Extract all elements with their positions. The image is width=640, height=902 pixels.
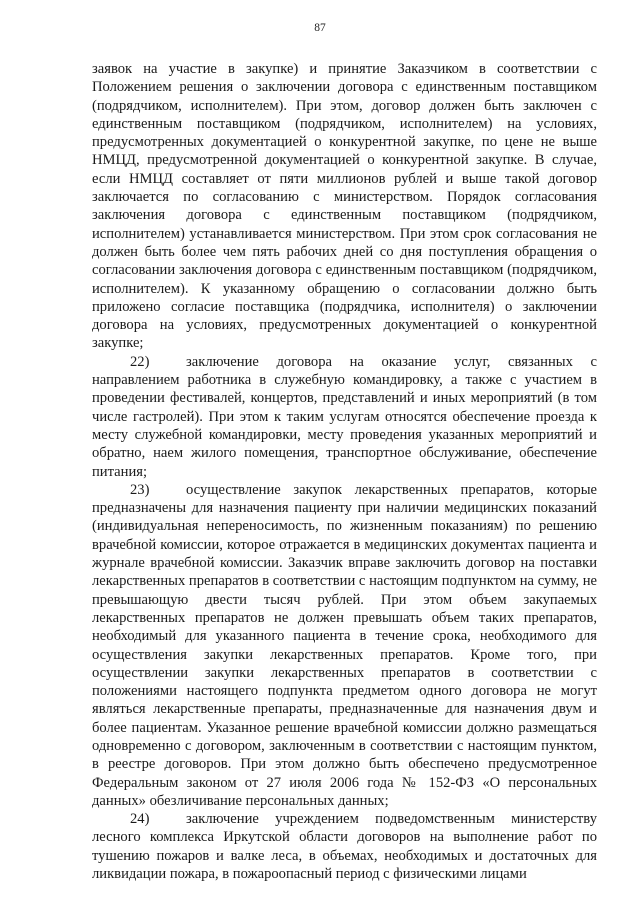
list-item-text: заключение договора на оказание услуг, связанных с направлением работника в служебную командировку, а также с участием в проведении фестивалей, концертов, представлений и иных мероприятий (в том числе гастролей). При этом к таким услугам относятся обеспечение проезда к месту служебной командировки, месту проведения указанных мероприятий и обратно, наем жилого помещения, транспортное обслуживание, обеспечение питания; [92, 353, 597, 480]
list-item-text: заключение учреждением подведомственным министерству лесного комплекса Иркутской области договоров на выполнение работ по тушению пожаров и валке леса, в объемах, необходимых и достаточных для ликвидации пожара, в пожароопасный период с физическими лицами [92, 811, 597, 883]
list-item-23 [92, 481, 597, 810]
list-item-number: 23) [130, 481, 150, 498]
list-item-number: 24) [130, 811, 150, 828]
paragraph-continuation: заявок на участие в закупке) и принятие Заказчиком в соответствии с Положением решения о заключении договора с единственным поставщиком (подрядчиком, исполнителем). При этом, договор должен быть заключен с единственным поставщиком (подрядчиком, исполнителем) на условиях, предусмотренных документацией о конкурентной закупке, по цене не выше НМЦД, предусмотренной документацией о конкурентной закупке. В случае, если НМЦД составляет от пяти миллионов рублей и выше такой договор заключается по согласованию с министерством. Порядок согласования заключения договора с единственным поставщиком (подрядчиком, исполнителем) устанавливается министерством. При этом срок согласования не должен быть более чем пять рабочих дней со дня поступления обращения о согласовании заключения договора с единственным поставщиком (подрядчиком, исполнителем). К указанному обращению о согласовании должно быть приложено согласие поставщика (подрядчика, исполнителя) о заключении договора на условиях, предусмотренных документацией о конкурентной закупке; [92, 61, 597, 352]
page-number: 87 [314, 22, 326, 34]
list-item-text: осуществление закупок лекарственных препаратов, которые предназначены для назначения пациенту при наличии медицинских показаний (индивидуальная непереносимость, по жизненным показаниям) по решению врачебной комиссии, которое отражается в медицинских документах пациента и журнале врачебной комиссии. Заказчик вправе заключить договор на поставки лекарственных препаратов в соответствии с настоящим подпунктом на сумму, не превышающую двести тысяч рублей. При этом объем закупаемых лекарственных препаратов не должен превышать объем таких препаратов, необходимый для указанного пациента в течение срока, необходимого для осуществления закупки лекарственных препаратов. Кроме того, при осуществлении закупки лекарственных препаратов в соответствии с положениями настоящего подпункта предметом одного договора не могут являться лекарственные препараты, предназначенные для назначения двум и более пациентам. Указанное решение врачебной комиссии должно размещаться одновременно с договором, заключенным в соответствии с настоящим пунктом, в реестре договоров. При этом должно быть обеспечено предусмотренное Федеральным законом от 27 июля 2006 года № 152-ФЗ «О персональных данных» обезличивание персональных данных; [92, 481, 597, 809]
document-body [92, 60, 597, 883]
list-item-22 [92, 353, 597, 481]
list-item-24 [92, 810, 597, 883]
list-item-number: 22) [130, 353, 150, 370]
